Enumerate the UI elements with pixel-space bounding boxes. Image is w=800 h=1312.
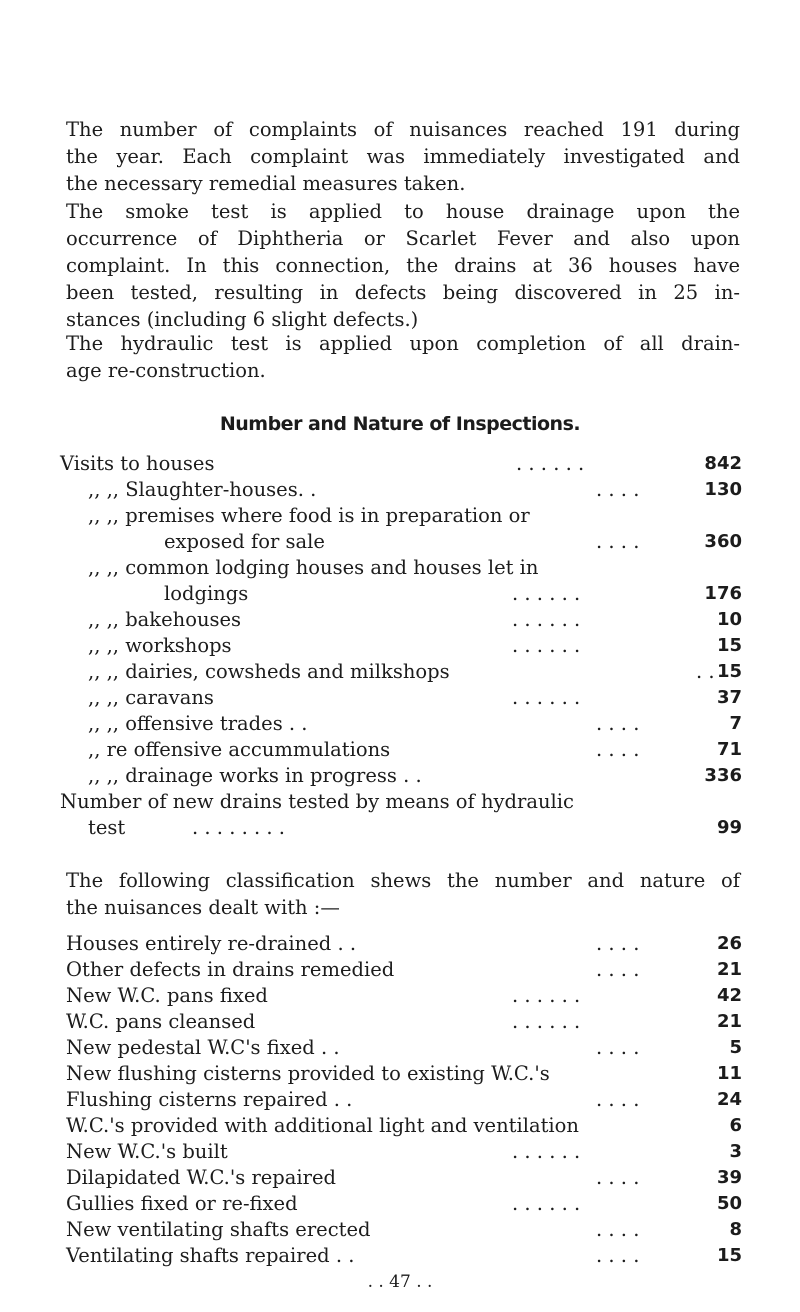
row-label: Number of new drains tested by means of hydraulic bbox=[60, 790, 574, 813]
table-row bbox=[60, 789, 742, 815]
leader-dots: . . . . . . bbox=[512, 1192, 581, 1215]
row-value: 15 bbox=[716, 635, 742, 656]
leader-dots: . . . . . . bbox=[512, 1140, 581, 1163]
table-row bbox=[60, 451, 742, 477]
row-label: New flushing cisterns provided to existing W.C.'s bbox=[66, 1062, 550, 1085]
row-label: New ventilating shafts erected bbox=[66, 1218, 371, 1241]
row-label: New pedestal W.C's fixed . . bbox=[66, 1036, 340, 1059]
text-line: age re-construction. bbox=[66, 359, 266, 382]
row-label: ,, ,, dairies, cowsheds and milkshops bbox=[88, 660, 450, 683]
row-label: Dilapidated W.C.'s repaired bbox=[66, 1166, 336, 1189]
row-label: ,, ,, premises where food is in preparation or bbox=[88, 504, 530, 527]
text-line: The smoke test is applied to house drainage upon the bbox=[66, 200, 740, 223]
text-line: The hydraulic test is applied upon completion of all drain- bbox=[66, 332, 740, 355]
text-line: stances (including 6 slight defects.) bbox=[66, 308, 419, 331]
table-row bbox=[60, 1061, 742, 1087]
text-line: The number of complaints of nuisances reached 191 during bbox=[66, 118, 740, 141]
row-label: ,, ,, common lodging houses and houses let in bbox=[88, 556, 539, 579]
table-row bbox=[60, 1243, 742, 1269]
leader-dots: . . . . . . bbox=[512, 634, 581, 657]
row-label: W.C.'s provided with additional light and ventilation bbox=[66, 1114, 579, 1137]
row-label: ,, ,, offensive trades . . bbox=[88, 712, 308, 735]
row-label: ,, ,, bakehouses bbox=[88, 608, 242, 631]
row-value: 360 bbox=[704, 531, 742, 552]
row-label: Houses entirely re-drained . . bbox=[66, 932, 357, 955]
leader-dots: . . . . bbox=[596, 738, 640, 761]
paragraph-hydraulic-test bbox=[66, 330, 740, 384]
text-line: the necessary remedial measures taken. bbox=[66, 172, 466, 195]
row-value: 15 bbox=[716, 661, 742, 682]
leader-dots: . . bbox=[696, 660, 715, 683]
leader-dots: . . . . bbox=[596, 958, 640, 981]
table-row bbox=[60, 1087, 742, 1113]
row-label: lodgings bbox=[164, 582, 249, 605]
leader-dots: . . . . . . bbox=[516, 452, 585, 475]
leader-dots: . . . . bbox=[596, 1166, 640, 1189]
text-line: occurrence of Diphtheria or Scarlet Fever and also upon bbox=[66, 227, 740, 250]
leader-dots: . . . . bbox=[596, 1244, 640, 1267]
row-label: ,, ,, Slaughter-houses. . bbox=[88, 478, 317, 501]
table-row bbox=[60, 957, 742, 983]
row-value: 11 bbox=[716, 1063, 742, 1084]
row-value: 176 bbox=[704, 583, 742, 604]
row-value: 37 bbox=[716, 687, 742, 708]
table-row bbox=[60, 983, 742, 1009]
table-row bbox=[60, 711, 742, 737]
leader-dots: . . . . bbox=[596, 1218, 640, 1241]
leader-dots: . . . . . . bbox=[512, 608, 581, 631]
leader-dots: . . . . bbox=[596, 530, 640, 553]
row-value: 3 bbox=[729, 1141, 742, 1162]
leader-dots: . . . . . . . . bbox=[192, 816, 285, 839]
table-row bbox=[60, 581, 742, 607]
row-value: 15 bbox=[716, 1245, 742, 1266]
page-number: . . 47 . . bbox=[367, 1272, 433, 1292]
leader-dots: . . . . bbox=[596, 1036, 640, 1059]
table-row bbox=[60, 659, 742, 685]
row-label: Visits to houses bbox=[60, 452, 215, 475]
table-row bbox=[60, 503, 742, 529]
text-line: the year. Each complaint was immediately investigated and bbox=[66, 145, 740, 168]
row-label: ,, ,, workshops bbox=[88, 634, 232, 657]
row-value: 42 bbox=[716, 985, 742, 1006]
table-row bbox=[60, 737, 742, 763]
paragraph-classification bbox=[66, 867, 740, 921]
row-value: 39 bbox=[716, 1167, 742, 1188]
row-label: Ventilating shafts repaired . . bbox=[66, 1244, 355, 1267]
table-row bbox=[60, 815, 742, 841]
table-row bbox=[60, 607, 742, 633]
row-value: 26 bbox=[716, 933, 742, 954]
row-label: Gullies fixed or re-fixed bbox=[66, 1192, 298, 1215]
table-row bbox=[60, 1113, 742, 1139]
row-value: 71 bbox=[716, 739, 742, 760]
row-label: Flushing cisterns repaired . . bbox=[66, 1088, 353, 1111]
table-row bbox=[60, 685, 742, 711]
row-value: 130 bbox=[704, 479, 742, 500]
row-value: 21 bbox=[716, 1011, 742, 1032]
row-label: W.C. pans cleansed bbox=[66, 1010, 256, 1033]
leader-dots: . . . . bbox=[596, 1088, 640, 1111]
row-label: Other defects in drains remedied bbox=[66, 958, 395, 981]
table-row bbox=[60, 633, 742, 659]
row-label: exposed for sale bbox=[164, 530, 325, 553]
leader-dots: . . . . bbox=[596, 932, 640, 955]
row-value: 842 bbox=[704, 453, 742, 474]
row-label: New W.C.'s built bbox=[66, 1140, 228, 1163]
table-row bbox=[60, 1009, 742, 1035]
row-value: 24 bbox=[716, 1089, 742, 1110]
table-row bbox=[60, 529, 742, 555]
table-row bbox=[60, 555, 742, 581]
table-row bbox=[60, 1165, 742, 1191]
table-row bbox=[60, 477, 742, 503]
row-value: 5 bbox=[729, 1037, 742, 1058]
row-label: New W.C. pans fixed bbox=[66, 984, 268, 1007]
paragraph-smoke-test bbox=[66, 198, 740, 333]
row-value: 7 bbox=[729, 713, 742, 734]
leader-dots: . . . . bbox=[596, 478, 640, 501]
table-row bbox=[60, 1191, 742, 1217]
paragraph-complaints bbox=[66, 116, 740, 197]
row-value: 8 bbox=[729, 1219, 742, 1240]
text-line: complaint. In this connection, the drains at 36 houses have bbox=[66, 254, 740, 277]
text-line: been tested, resulting in defects being discovered in 25 in- bbox=[66, 281, 740, 304]
leader-dots: . . . . . . bbox=[512, 984, 581, 1007]
row-label: ,, ,, caravans bbox=[88, 686, 214, 709]
row-value: 50 bbox=[716, 1193, 742, 1214]
table-row bbox=[60, 763, 742, 789]
table-row bbox=[60, 1139, 742, 1165]
row-label: test bbox=[88, 816, 126, 839]
row-label: ,, re offensive accummulations bbox=[88, 738, 391, 761]
leader-dots: . . . . . . bbox=[512, 1010, 581, 1033]
section-heading: Number and Nature of Inspections. bbox=[219, 413, 581, 435]
text-line: the nuisances dealt with :— bbox=[66, 896, 340, 919]
row-value: 6 bbox=[729, 1115, 742, 1136]
row-value: 99 bbox=[716, 817, 742, 838]
row-label: ,, ,, drainage works in progress . . bbox=[88, 764, 422, 787]
table-row bbox=[60, 1035, 742, 1061]
text-line: The following classification shews the number and nature of bbox=[66, 869, 740, 892]
row-value: 21 bbox=[716, 959, 742, 980]
row-value: 336 bbox=[704, 765, 742, 786]
table-row bbox=[60, 931, 742, 957]
table-row bbox=[60, 1217, 742, 1243]
leader-dots: . . . . . . bbox=[512, 582, 581, 605]
leader-dots: . . . . bbox=[596, 712, 640, 735]
leader-dots: . . . . . . bbox=[512, 686, 581, 709]
row-value: 10 bbox=[716, 609, 742, 630]
